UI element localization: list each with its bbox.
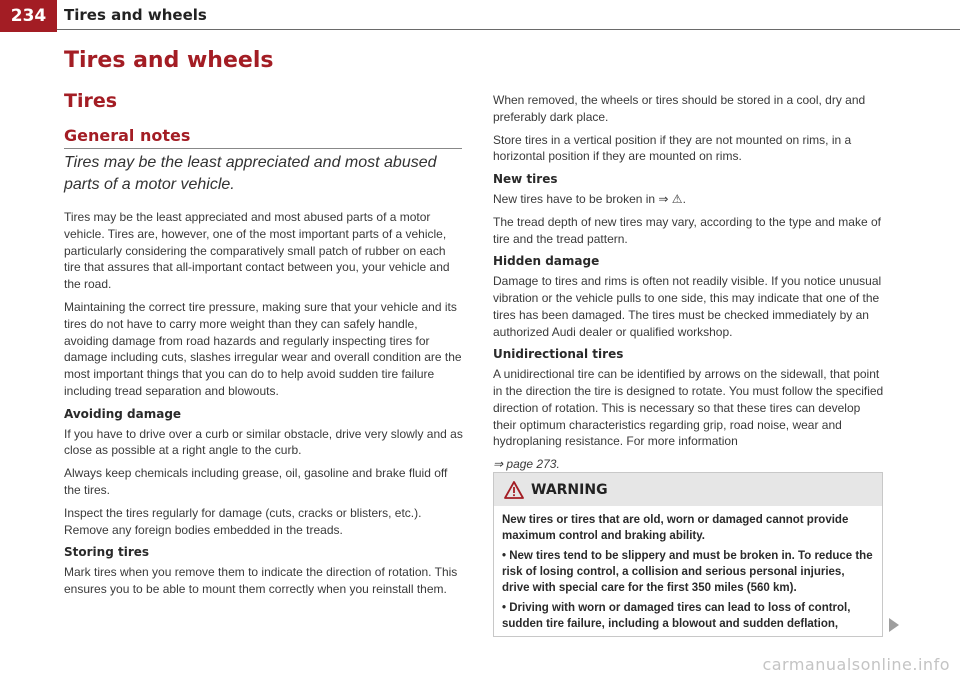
warning-body: [494, 506, 882, 632]
warning-box: [493, 472, 883, 637]
section-title: Tires: [64, 90, 118, 112]
unidirectional-paragraph: A unidirectional tire can be identified by arrows on the sidewall, that point in the direction the tire is designed to rotate. You must follow the specified direction of rotation. This is necessary so that these tires can develop their optimum characteristics regarding grip, road noise, wear and hydroplaning resistance. For more information: [493, 367, 884, 449]
warning-intro: New tires or tires that are old, worn or damaged cannot provide maximum control and braking ability.: [502, 514, 849, 542]
running-title: Tires and wheels: [64, 6, 207, 24]
avoiding-damage-heading: Avoiding damage: [64, 406, 182, 421]
warning-title: WARNING: [531, 481, 608, 498]
page-reference-link[interactable]: ⇒ page 273.: [493, 457, 560, 472]
storing-tires-heading: Storing tires: [64, 545, 150, 560]
subsection-title: General notes: [64, 126, 191, 145]
new-tires-heading: New tires: [493, 172, 558, 187]
new-tires-paragraph-1: New tires have to be broken in ⇒ ⚠.: [493, 191, 686, 206]
avoiding-paragraph-1: If you have to drive over a curb or similar obstacle, drive very slowly and as close as possible at a right angle to the curb.: [64, 426, 463, 458]
hidden-damage-paragraph: Damage to tires and rims is often not readily visible. If you notice unusual vibration or the vehicle pulls to one side, this may indicate that one of the tires has been damaged. The tires must be checked immediately by an authorized Audi dealer or qualified workshop.: [493, 274, 882, 339]
warning-bullet-1: • New tires tend to be slippery and must be broken in. To reduce the risk of losing control, a collision and serious personal injuries, drive with special care for the first 350 miles (560 km).: [502, 550, 873, 594]
avoiding-paragraph-2: Always keep chemicals including grease, oil, gasoline and brake fluid off the tires.: [64, 466, 448, 497]
page-number: 234: [0, 0, 57, 32]
avoiding-paragraph-3: Inspect the tires regularly for damage (cuts, cracks or blisters, etc.). Remove any foreign bodies embedded in the treads.: [64, 505, 422, 537]
warning-bullet-2: • Driving with worn or damaged tires can lead to loss of control, sudden tire failure, including a blowout and sudden deflation,: [502, 602, 851, 630]
watermark: carmanualsonline.info: [762, 655, 950, 674]
right-column: [493, 92, 885, 479]
storage-paragraph-2: Store tires in a vertical position if they are not mounted on rims, in a horizontal position if they are mounted on rims.: [493, 132, 852, 164]
warning-header: [494, 473, 882, 506]
warning-triangle-icon: [504, 481, 524, 499]
storage-paragraph-1: When removed, the wheels or tires should be stored in a cool, dry and preferably dark place.: [493, 93, 866, 124]
unidirectional-heading: Unidirectional tires: [493, 347, 624, 362]
header-rule: [57, 29, 960, 30]
subsection-rule: [64, 148, 462, 149]
new-tires-paragraph-2: The tread depth of new tires may vary, according to the type and make of tire and the tread pattern.: [493, 214, 881, 246]
left-column: [64, 209, 464, 604]
pressure-paragraph: Maintaining the correct tire pressure, making sure that your vehicle and its tires do not have to carry more weight than they can safely handle, avoiding damage from road hazards and regularly inspecting tires for damage including cuts, slashes irregular wear and overall condition are the most important things that you can do to help avoid sudden tire failure including tread separation and blowouts.: [64, 299, 462, 398]
chapter-title: Tires and wheels: [64, 48, 274, 73]
lead-paragraph: Tires may be the least appreciated and most abused parts of a motor vehicle.: [64, 154, 437, 193]
hidden-damage-heading: Hidden damage: [493, 254, 600, 269]
intro-paragraph: Tires may be the least appreciated and most abused parts of a motor vehicle. Tires are, however, one of the most important parts of a vehicle, particularly considering the comparatively small patch of rubber on each tire that assures that all-important contact between you, your vehicle and the road.: [64, 210, 450, 292]
storing-paragraph: Mark tires when you remove them to indicate the direction of rotation. This ensures you to be able to mount them correctly when you reinstall them.: [64, 565, 458, 596]
continue-arrow-icon: [889, 618, 899, 632]
